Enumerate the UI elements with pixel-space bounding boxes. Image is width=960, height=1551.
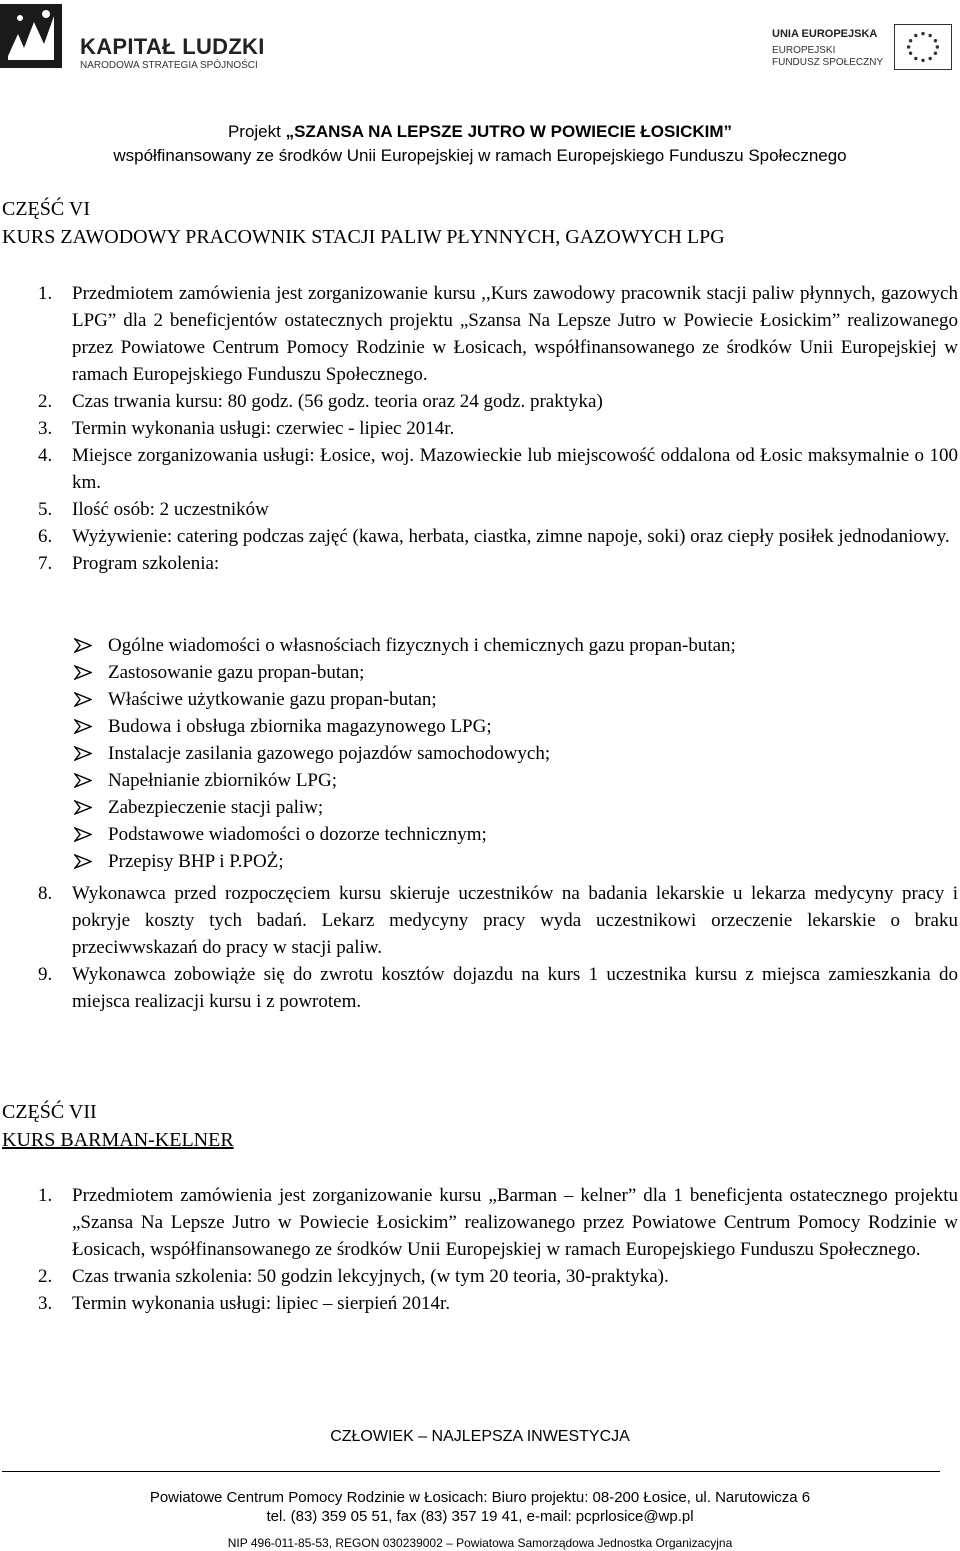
program-item: Zastosowanie gazu propan-butan; (72, 659, 952, 686)
footer-registry: NIP 496-011-85-53, REGON 030239002 – Powiatowa Samorządowa Jednostka Organizacyjna (227, 1536, 733, 1550)
arrow-bullet-icon (74, 638, 92, 653)
arrow-bullet-icon (74, 719, 92, 734)
list-item: 3. Termin wykonania usługi: czerwiec - lipiec 2014r. (38, 418, 455, 439)
list-item: 7. Program szkolenia: (38, 553, 220, 574)
list-item: 3. Termin wykonania usługi: lipiec – sierpień 2014r. (38, 1293, 451, 1314)
footer-address: Powiatowe Centrum Pomocy Rodzinie w Łosicach: Biuro projektu: 08-200 Łosice, ul. Narutowicza 6 (149, 1489, 811, 1506)
arrow-bullet-icon (74, 773, 92, 788)
kapital-ludzki-title: KAPITAŁ LUDZKI (80, 34, 265, 59)
program-item: Zabezpieczenie stacji paliw; (72, 794, 952, 821)
list-item: 6. Wyżywienie: catering podczas zajęć (kawa, herbata, ciastka, zimne napoje, soki) oraz ciepły posiłek jednodaniowy. (38, 526, 950, 547)
arrow-bullet-icon (74, 800, 92, 815)
eu-logo (772, 24, 960, 72)
eu-logo-line2: EUROPEJSKI (772, 45, 836, 56)
project-prefix: Projekt (227, 122, 286, 141)
arrow-bullet-icon (74, 692, 92, 707)
kapital-ludzki-subtitle: NARODOWA STRATEGIA SPÓJNOŚCI (80, 60, 258, 71)
program-item: Napełnianie zbiorników LPG; (72, 767, 952, 794)
part7-title: KURS BARMAN-KELNER (2, 1129, 234, 1151)
eu-logo-line1: UNIA EUROPEJSKA (772, 28, 878, 40)
program-item: Podstawowe wiadomości o dozorze technicznym; (72, 821, 952, 848)
arrow-bullet-icon (74, 746, 92, 761)
arrow-bullet-icon (74, 827, 92, 842)
program-item: Właściwe użytkowanie gazu propan-butan; (72, 686, 952, 713)
list-item: 5. Ilość osób: 2 uczestników (38, 499, 269, 520)
program-list (72, 632, 952, 875)
footer-motto: CZŁOWIEK – NAJLEPSZA INWESTYCJA (330, 1428, 630, 1445)
program-item: Instalacje zasilania gazowego pojazdów samochodowych; (72, 740, 952, 767)
kapital-ludzki-mark-icon (0, 4, 62, 68)
footer-contact: tel. (83) 359 05 51, fax (83) 357 19 41, e-mail: pcprlosice@wp.pl (266, 1508, 694, 1525)
list-item: 8. Wykonawca przed rozpoczęciem kursu skieruje uczestników na badania lekarskie u lekarza medycyny pracy i pokryje koszty tych badań. Lekarz medycyny pracy wyda uczestnikowi orzeczenie lekarskie o braku przeciwwskazań do pracy w stacji paliw. (38, 883, 958, 958)
list-item: 1. Przedmiotem zamówienia jest zorganizowanie kursu ,,Kurs zawodowy pracownik stacji paliw płynnych, gazowych LPG” dla 2 beneficjentów ostatecznych projektu „Szansa Na Lepsze Jutro w Powiecie Łosickim” realizowanego przez Powiatowe Centrum Pomocy Rodzinie w Łosicach, współfinansowanego ze środków Unii Europejskiej w ramach Europejskiego Funduszu Społecznego. (38, 283, 958, 385)
project-cofinanced: współfinansowany ze środków Unii Europejskiej w ramach Europejskiego Funduszu Społecznego (113, 146, 847, 165)
part6-title: KURS ZAWODOWY PRACOWNIK STACJI PALIW PŁYNNYCH, GAZOWYCH LPG (2, 226, 725, 248)
program-item: Przepisy BHP i P.POŻ; (72, 848, 952, 875)
program-item: Budowa i obsługa zbiornika magazynowego LPG; (72, 713, 952, 740)
kapital-ludzki-logo (0, 0, 275, 80)
list-item: 9. Wykonawca zobowiąże się do zwrotu kosztów dojazdu na kurs 1 uczestnika kursu z miejsca zamieszkania do miejsca realizacji kursu i z powrotem. (38, 964, 958, 1012)
list-item: 2. Czas trwania szkolenia: 50 godzin lekcyjnych, (w tym 20 teoria, 30-praktyka). (38, 1266, 669, 1287)
arrow-bullet-icon (74, 665, 92, 680)
part6-heading: CZĘŚĆ VI (2, 198, 90, 220)
list-item: 2. Czas trwania kursu: 80 godz. (56 godz. teoria oraz 24 godz. praktyka) (38, 391, 603, 412)
part6-items-after (0, 880, 958, 1015)
project-name: „SZANSA NA LEPSZE JUTRO W POWIECIE ŁOSICKIM” (285, 122, 733, 141)
list-item: 4. Miejsce zorganizowania usługi: Łosice, woj. Mazowieckie lub miejscowość oddalona od Łosic maksymalnie o 100 km. (38, 445, 958, 493)
part7-heading: CZĘŚĆ VII (2, 1101, 97, 1123)
program-item: Ogólne wiadomości o własnościach fizycznych i chemicznych gazu propan-butan; (72, 632, 952, 659)
list-item: 1. Przedmiotem zamówienia jest zorganizowanie kursu „Barman – kelner” dla 1 beneficjenta ostatecznego projektu „Szansa Na Lepsze Jutro w Powiecie Łosickim” realizowanego przez Powiatowe Centrum Pomocy Rodzinie w Łosicach, współfinansowanego ze środków Unii Europejskiej w ramach Europejskiego Funduszu Społecznego. (38, 1185, 958, 1260)
footer-divider (2, 1471, 940, 1472)
part6-items (0, 280, 958, 577)
part7-items (0, 1182, 958, 1317)
eu-logo-line3: FUNDUSZ SPOŁECZNY (772, 57, 884, 68)
eu-flag-icon (894, 24, 952, 70)
arrow-bullet-icon (74, 854, 92, 869)
project-title (0, 122, 960, 142)
